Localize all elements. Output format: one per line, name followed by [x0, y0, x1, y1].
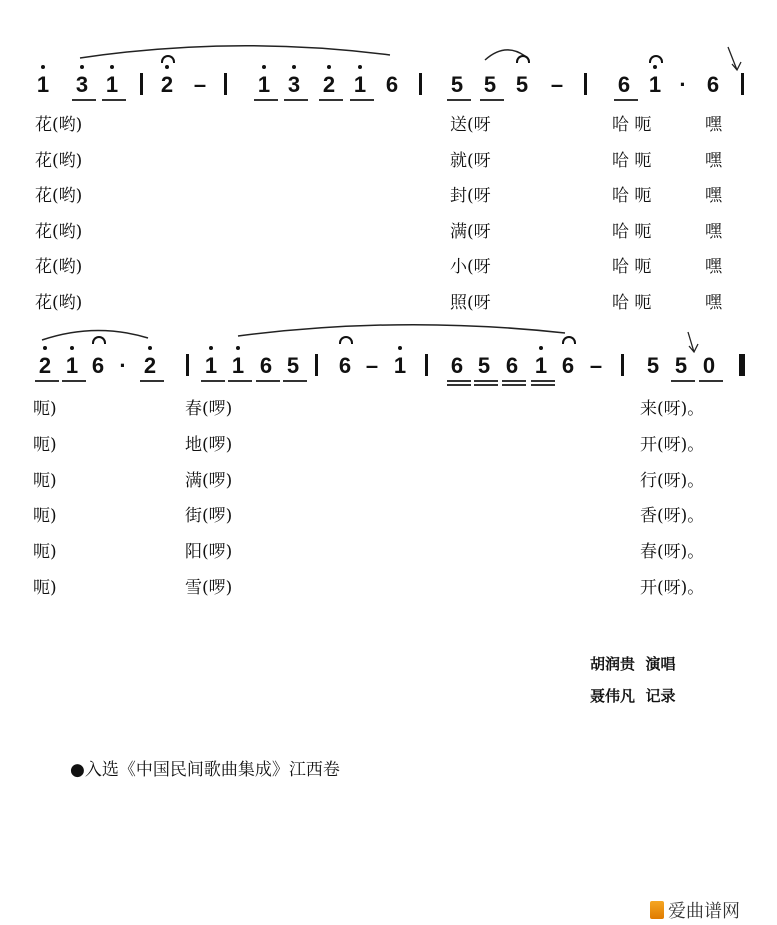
- underline-beam: [62, 380, 86, 382]
- lyric-syllable: 开(呀)。: [640, 434, 705, 455]
- lyric-syllable: 春(呀)。: [640, 542, 705, 563]
- underline-beam: [531, 380, 555, 382]
- lyric-syllable: 哈 呃: [612, 186, 652, 207]
- lyric-syllable: 哈 呃: [612, 221, 652, 242]
- note-with-fermata: 6: [556, 354, 580, 378]
- lyric-syllable: 呃): [33, 434, 57, 455]
- barline: [224, 73, 227, 95]
- lyric-syllable: 嘿: [705, 221, 722, 242]
- underline-beam: [474, 384, 498, 386]
- lyric-syllable: 花(哟): [35, 293, 83, 313]
- note: 1: [31, 73, 55, 97]
- lyric-syllable: 满(呀: [450, 221, 491, 242]
- lyric-syllable: 花(哟): [35, 150, 83, 171]
- underline-beam: [614, 99, 638, 101]
- note: 1: [60, 354, 84, 378]
- lyric-syllable: 送(呀: [450, 115, 491, 135]
- note-with-fermata: 6: [86, 354, 110, 378]
- lyric-syllable: 哈 呃: [612, 150, 652, 171]
- underline-beam: [140, 380, 164, 382]
- note-with-fermata: 1: [643, 73, 667, 97]
- lyric-syllable: 呃): [33, 542, 57, 563]
- underline-beam: [256, 380, 280, 382]
- lyric-syllable: 呃): [33, 578, 57, 598]
- underline-beam: [474, 380, 498, 382]
- note: 1: [226, 354, 250, 378]
- note: 6: [385, 72, 399, 97]
- barline: [140, 73, 143, 95]
- underline-beam: [254, 99, 278, 101]
- note-with-fermata: 5: [510, 73, 534, 97]
- note-with-fermata: 2: [155, 73, 179, 97]
- underline-beam: [102, 99, 126, 101]
- watermark: [650, 897, 740, 923]
- underline-beam: [447, 380, 471, 382]
- note: 1: [348, 73, 372, 97]
- lyric-syllable: 小(呀: [450, 257, 491, 278]
- lyric-syllable: 街(啰): [185, 506, 233, 527]
- lyric-syllable: 呃): [33, 470, 57, 491]
- lyric-syllable: 照(呀: [450, 293, 491, 313]
- note: 5: [286, 353, 300, 378]
- note: 6: [617, 72, 631, 97]
- note: 5: [674, 353, 688, 378]
- lyric-syllable: 嘿: [705, 150, 722, 171]
- note: 3: [70, 73, 94, 97]
- arrow-icon: [728, 47, 741, 70]
- lyric-syllable: 花(哟): [35, 221, 83, 242]
- lyric-syllable: 阳(啰): [185, 542, 233, 563]
- barline: [419, 73, 422, 95]
- barline: [315, 354, 318, 376]
- note: 6: [505, 353, 519, 378]
- music-logo-icon: [650, 901, 664, 919]
- underline-beam: [72, 99, 96, 101]
- lyric-syllable: 哈 呃: [612, 293, 652, 313]
- note: 2: [138, 354, 162, 378]
- underline-beam: [201, 380, 225, 382]
- lyric-syllable: 开(呀)。: [640, 578, 705, 598]
- barline: [739, 354, 745, 376]
- note: –: [589, 353, 603, 378]
- underline-beam: [35, 380, 59, 382]
- lyric-syllable: 春(啰): [185, 399, 233, 419]
- underline-beam: [350, 99, 374, 101]
- lyric-syllable: 来(呀)。: [640, 399, 705, 419]
- underline-beam: [283, 380, 307, 382]
- note: 3: [282, 73, 306, 97]
- underline-beam: [699, 380, 723, 382]
- barline: [584, 73, 587, 95]
- note: 5: [450, 72, 464, 97]
- note: –: [365, 353, 379, 378]
- arrow-icon: [688, 332, 698, 352]
- underline-beam: [228, 380, 252, 382]
- recorder-credit: 聂伟凡 记录: [590, 687, 676, 705]
- underline-beam: [447, 99, 471, 101]
- note: 6: [450, 353, 464, 378]
- lyric-syllable: 花(哟): [35, 186, 83, 207]
- note: 1: [388, 354, 412, 378]
- lyric-syllable: 呃): [33, 506, 57, 527]
- note: 5: [646, 353, 660, 378]
- underline-beam: [531, 384, 555, 386]
- footnote: ●入选《中国民间歌曲集成》江西卷: [70, 760, 340, 780]
- note: –: [193, 72, 207, 97]
- lyric-syllable: 就(呀: [450, 150, 491, 171]
- note-with-fermata: 6: [333, 354, 357, 378]
- note: 0: [702, 353, 716, 378]
- lyric-syllable: 封(呀: [450, 186, 491, 207]
- underline-beam: [284, 99, 308, 101]
- lyric-syllable: 呃): [33, 399, 57, 419]
- singer-credit: 胡润贵 演唱: [590, 655, 676, 673]
- note: 6: [706, 72, 720, 97]
- barline: [741, 73, 744, 95]
- slur: [238, 325, 565, 336]
- note: 1: [100, 73, 124, 97]
- underline-beam: [480, 99, 504, 101]
- lyric-syllable: 嘿: [705, 257, 722, 278]
- lyric-syllable: 满(啰): [185, 470, 233, 491]
- lyric-syllable: 行(呀)。: [640, 470, 705, 491]
- lyric-syllable: 香(呀)。: [640, 506, 705, 527]
- barline: [425, 354, 428, 376]
- slur: [80, 46, 390, 58]
- note: 1: [199, 354, 223, 378]
- watermark-text: 爱曲谱网: [668, 901, 740, 922]
- note: 5: [477, 353, 491, 378]
- barline: [186, 354, 189, 376]
- underline-beam: [319, 99, 343, 101]
- lyric-syllable: 花(哟): [35, 115, 83, 135]
- lyric-syllable: 嘿: [705, 186, 722, 207]
- lyric-syllable: 地(啰): [185, 434, 233, 455]
- underline-beam: [502, 380, 526, 382]
- lyric-syllable: 嘿: [705, 115, 722, 135]
- underline-beam: [671, 380, 695, 382]
- underline-beam: [447, 384, 471, 386]
- note: 5: [483, 72, 497, 97]
- lyric-syllable: 哈 呃: [612, 257, 652, 278]
- note: –: [550, 72, 564, 97]
- note: 2: [317, 73, 341, 97]
- barline: [621, 354, 624, 376]
- note: 1: [252, 73, 276, 97]
- note: ·: [119, 353, 127, 378]
- lyric-syllable: 嘿: [705, 293, 722, 313]
- note: ·: [679, 72, 687, 97]
- note: 2: [33, 354, 57, 378]
- lyric-syllable: 花(哟): [35, 257, 83, 278]
- lyric-syllable: 哈 呃: [612, 115, 652, 135]
- underline-beam: [502, 384, 526, 386]
- note: 6: [259, 353, 273, 378]
- lyric-syllable: 雪(啰): [185, 578, 233, 598]
- note: 1: [529, 354, 553, 378]
